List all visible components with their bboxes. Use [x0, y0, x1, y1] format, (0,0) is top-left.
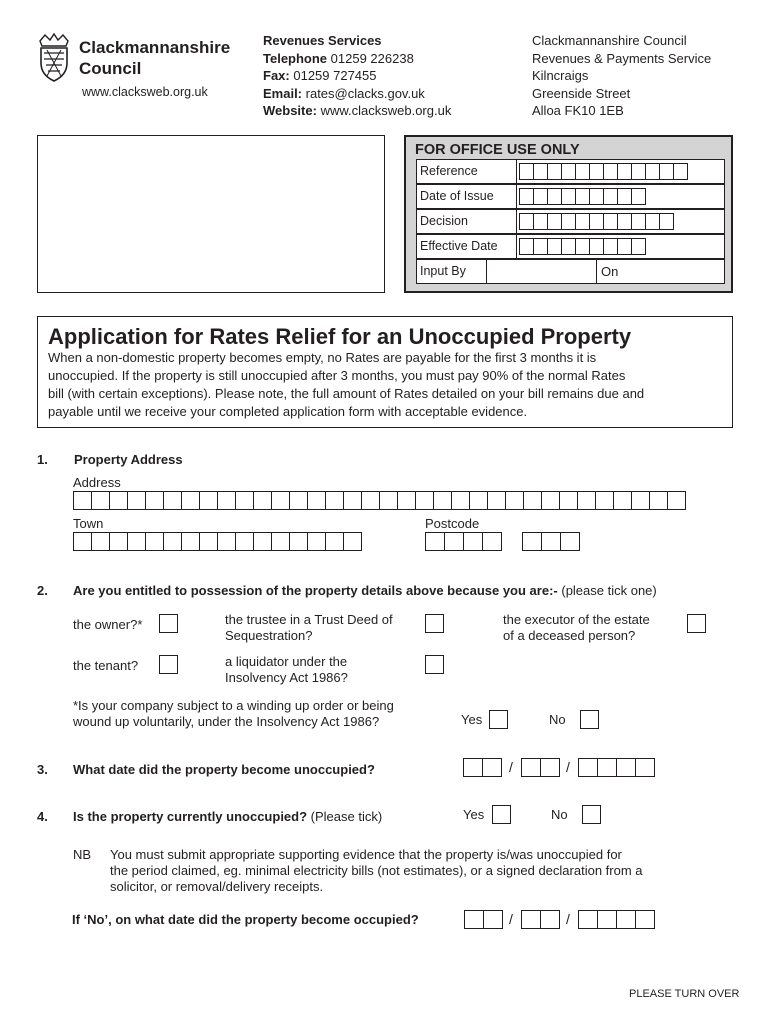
q3-year-cells[interactable] [578, 758, 654, 777]
q4-title: Is the property currently unoccupied? [73, 809, 308, 824]
office-effective-date-cells[interactable] [517, 235, 645, 258]
office-decision-label: Decision [417, 210, 517, 233]
q4-month-cells[interactable] [521, 910, 559, 929]
q2-tenant-label: the tenant? [73, 658, 139, 673]
entry-cell[interactable] [73, 491, 92, 510]
entry-cell[interactable] [616, 910, 636, 929]
office-decision-cells[interactable] [517, 210, 673, 233]
q3-separator: / [509, 759, 513, 775]
intro-line: payable until we receive your completed application form with acceptable evidence. [48, 404, 528, 419]
office-on-label: On [601, 264, 619, 279]
entry-cell[interactable] [463, 758, 483, 777]
entry-cell[interactable] [415, 491, 434, 510]
q3-title: What date did the property become unoccupied? [73, 762, 375, 777]
q1-address-cells[interactable] [73, 491, 685, 510]
office-input-by-field[interactable] [487, 260, 597, 283]
q1-town-cells[interactable] [73, 532, 361, 551]
q2-no-label: No [549, 712, 566, 727]
council-logo [35, 33, 245, 103]
entry-cell[interactable] [635, 758, 655, 777]
entry-cell[interactable] [253, 491, 272, 510]
entry-cell[interactable] [483, 910, 503, 929]
entry-cell[interactable] [597, 910, 617, 929]
postal-address [532, 32, 711, 120]
q2-liquidator-label: a liquidator under the Insolvency Act 1986? [225, 654, 348, 685]
q1-town-label: Town [73, 516, 104, 531]
q2-executor-label: the executor of the estate of a deceased person? [503, 612, 650, 643]
q4-nb-label: NB [73, 847, 92, 862]
entry-cell[interactable] [307, 491, 326, 510]
entry-cell[interactable] [325, 532, 344, 551]
entry-cell[interactable] [127, 532, 146, 551]
q2-no-checkbox[interactable] [580, 710, 599, 729]
q4-no-checkbox[interactable] [582, 805, 601, 824]
entry-cell[interactable] [163, 532, 182, 551]
entry-cell[interactable] [595, 491, 614, 510]
q2-trustee-label: the trustee in a Trust Deed of Sequestration? [225, 612, 393, 643]
q4-question [73, 809, 382, 824]
q2-title: Are you entitled to possession of the property details above because you are:- [73, 583, 558, 598]
entry-cell[interactable] [444, 532, 464, 551]
entry-cell[interactable] [91, 491, 110, 510]
entry-cell[interactable] [451, 491, 470, 510]
q1-number: 1. [37, 452, 48, 467]
entry-cell[interactable] [91, 532, 110, 551]
q2-number: 2. [37, 583, 48, 598]
contact-block [263, 32, 451, 120]
q4-yes-checkbox[interactable] [492, 805, 511, 824]
entry-cell[interactable] [181, 532, 200, 551]
form-title: Application for Rates Relief for an Unoccupied Property [48, 324, 632, 349]
entry-cell[interactable] [379, 491, 398, 510]
address-line: Clackmannanshire Council [532, 33, 687, 48]
entry-cell[interactable] [522, 532, 542, 551]
entry-cell[interactable] [343, 491, 362, 510]
entry-cell[interactable] [199, 532, 218, 551]
office-effective-date-row [416, 234, 725, 259]
entry-cell[interactable] [597, 758, 617, 777]
q1-postcode-label: Postcode [425, 516, 480, 531]
q2-yes-checkbox[interactable] [489, 710, 508, 729]
entry-cell[interactable] [397, 491, 416, 510]
q2-executor-checkbox[interactable] [687, 614, 706, 633]
contact-dept: Revenues Services [263, 33, 382, 48]
entry-cell[interactable] [482, 758, 502, 777]
q4-yes-label: Yes [463, 807, 485, 822]
q4-if-no-question: If ‘No’, on what date did the property become occupied? [72, 912, 419, 927]
council-website[interactable]: www.clacksweb.org.uk [82, 85, 208, 99]
q1-postcode-cells-b[interactable] [522, 532, 579, 551]
q4-number: 4. [37, 809, 48, 824]
office-effective-date-label: Effective Date [417, 235, 517, 258]
entry-cell[interactable] [361, 491, 380, 510]
address-window-box [37, 135, 385, 293]
entry-cell[interactable] [163, 491, 182, 510]
address-line: Alloa FK10 1EB [532, 103, 624, 118]
entry-cell[interactable] [635, 910, 655, 929]
q4-separator: / [566, 911, 570, 927]
entry-cell[interactable] [181, 491, 200, 510]
office-use-title: FOR OFFICE USE ONLY [415, 142, 580, 158]
office-use-panel [404, 135, 733, 293]
entry-cell[interactable] [578, 758, 598, 777]
entry-cell[interactable] [577, 491, 596, 510]
entry-cell[interactable] [578, 910, 598, 929]
entry-cell[interactable] [541, 491, 560, 510]
entry-cell[interactable] [521, 910, 541, 929]
q4-hint: (Please tick) [310, 809, 383, 824]
entry-cell[interactable] [217, 532, 236, 551]
entry-cell[interactable] [289, 532, 308, 551]
title-box [37, 316, 733, 428]
contact-website[interactable]: Website: www.clacksweb.org.uk [263, 103, 452, 118]
office-date-issue-row [416, 184, 725, 209]
q1-title: Property Address [74, 452, 183, 467]
entry-cell[interactable] [613, 491, 632, 510]
entry-cell[interactable] [217, 491, 236, 510]
entry-cell[interactable] [505, 491, 524, 510]
entry-cell[interactable] [541, 532, 561, 551]
q3-day-cells[interactable] [463, 758, 501, 777]
q4-separator: / [509, 911, 513, 927]
entry-cell[interactable] [307, 532, 326, 551]
q2-owner-label: the owner?* [73, 617, 143, 632]
entry-cell[interactable] [145, 532, 164, 551]
entry-cell[interactable] [199, 491, 218, 510]
office-date-issue-label: Date of Issue [417, 185, 517, 208]
entry-cell[interactable] [667, 491, 686, 510]
intro-line: unoccupied. If the property is still unoccupied after 3 months, you must pay 90% of the normal Rates [48, 368, 626, 383]
entry-cell[interactable] [109, 532, 128, 551]
entry-cell[interactable] [235, 491, 254, 510]
q2-tenant-checkbox[interactable] [159, 655, 178, 674]
entry-cell[interactable] [469, 491, 488, 510]
q4-nb-text: You must submit appropriate supporting evidence that the property is/was unoccupied for the period claimed, eg. minimal electricity bills (not estimates), or a signed declaration from a solicitor, or removal/delivery receipts. [110, 847, 643, 894]
council-name-line2: Council [79, 59, 142, 78]
entry-cell[interactable] [631, 491, 650, 510]
entry-cell[interactable] [560, 532, 580, 551]
entry-cell[interactable] [271, 491, 290, 510]
council-crest-icon [35, 33, 73, 83]
q3-number: 3. [37, 762, 48, 777]
address-line: Revenues & Payments Service [532, 50, 712, 66]
address-line: Greenside Street [532, 85, 631, 101]
entry-cell[interactable] [540, 910, 560, 929]
entry-cell[interactable] [521, 758, 541, 777]
entry-cell[interactable] [616, 758, 636, 777]
intro-line: When a non-domestic property becomes empty, no Rates are payable for the first 3 months it is [48, 350, 597, 365]
contact-telephone: Telephone 01259 226238 [263, 50, 414, 66]
entry-cell[interactable] [540, 758, 560, 777]
office-input-by-label: Input By [417, 260, 487, 283]
q2-question [73, 583, 657, 598]
address-line: Kilncraigs [532, 68, 589, 83]
office-input-by-row [416, 259, 725, 284]
intro-line: bill (with certain exceptions). Please note, the full amount of Rates detailed on your bill remains due and [48, 386, 645, 401]
please-turn-over: PLEASE TURN OVER [629, 988, 740, 1000]
entry-cell[interactable] [463, 532, 483, 551]
entry-cell[interactable] [289, 491, 308, 510]
office-decision-row [416, 209, 725, 234]
entry-cell[interactable] [487, 491, 506, 510]
contact-fax: Fax: 01259 727455 [263, 68, 377, 83]
form-intro [48, 349, 728, 421]
q3-separator: / [566, 759, 570, 775]
q4-no-label: No [551, 807, 568, 822]
entry-cell[interactable] [649, 491, 668, 510]
entry-cell[interactable] [482, 532, 502, 551]
q2-liquidator-checkbox[interactable] [425, 655, 444, 674]
entry-cell[interactable] [253, 532, 272, 551]
q2-hint: (please tick one) [561, 583, 657, 598]
entry-cell[interactable] [559, 491, 578, 510]
entry-cell[interactable] [523, 491, 542, 510]
q2-winding-up-text: *Is your company subject to a winding up order or being wound up voluntarily, under the Insolvency Act 1986? [73, 698, 394, 729]
contact-email[interactable]: Email: rates@clacks.gov.uk [263, 85, 425, 101]
council-name-line1: Clackmannanshire [79, 38, 231, 57]
entry-cell[interactable] [325, 491, 344, 510]
entry-cell[interactable] [425, 532, 445, 551]
entry-cell[interactable] [433, 491, 452, 510]
entry-cell[interactable] [464, 910, 484, 929]
entry-cell[interactable] [271, 532, 290, 551]
entry-cell[interactable] [235, 532, 254, 551]
entry-cell[interactable] [109, 491, 128, 510]
q1-postcode-cells-a[interactable] [425, 532, 501, 551]
office-reference-cells[interactable] [517, 160, 687, 183]
q2-yes-label: Yes [461, 712, 483, 727]
entry-cell[interactable] [73, 532, 92, 551]
q2-owner-checkbox[interactable] [159, 614, 178, 633]
entry-cell[interactable] [145, 491, 164, 510]
q4-day-cells[interactable] [464, 910, 502, 929]
office-reference-label: Reference [417, 160, 517, 183]
q1-address-label: Address [73, 475, 121, 490]
entry-cell[interactable] [343, 532, 362, 551]
office-reference-row [416, 159, 725, 184]
q2-trustee-checkbox[interactable] [425, 614, 444, 633]
q3-month-cells[interactable] [521, 758, 559, 777]
q4-year-cells[interactable] [578, 910, 654, 929]
entry-cell[interactable] [127, 491, 146, 510]
office-date-issue-cells[interactable] [517, 185, 645, 208]
